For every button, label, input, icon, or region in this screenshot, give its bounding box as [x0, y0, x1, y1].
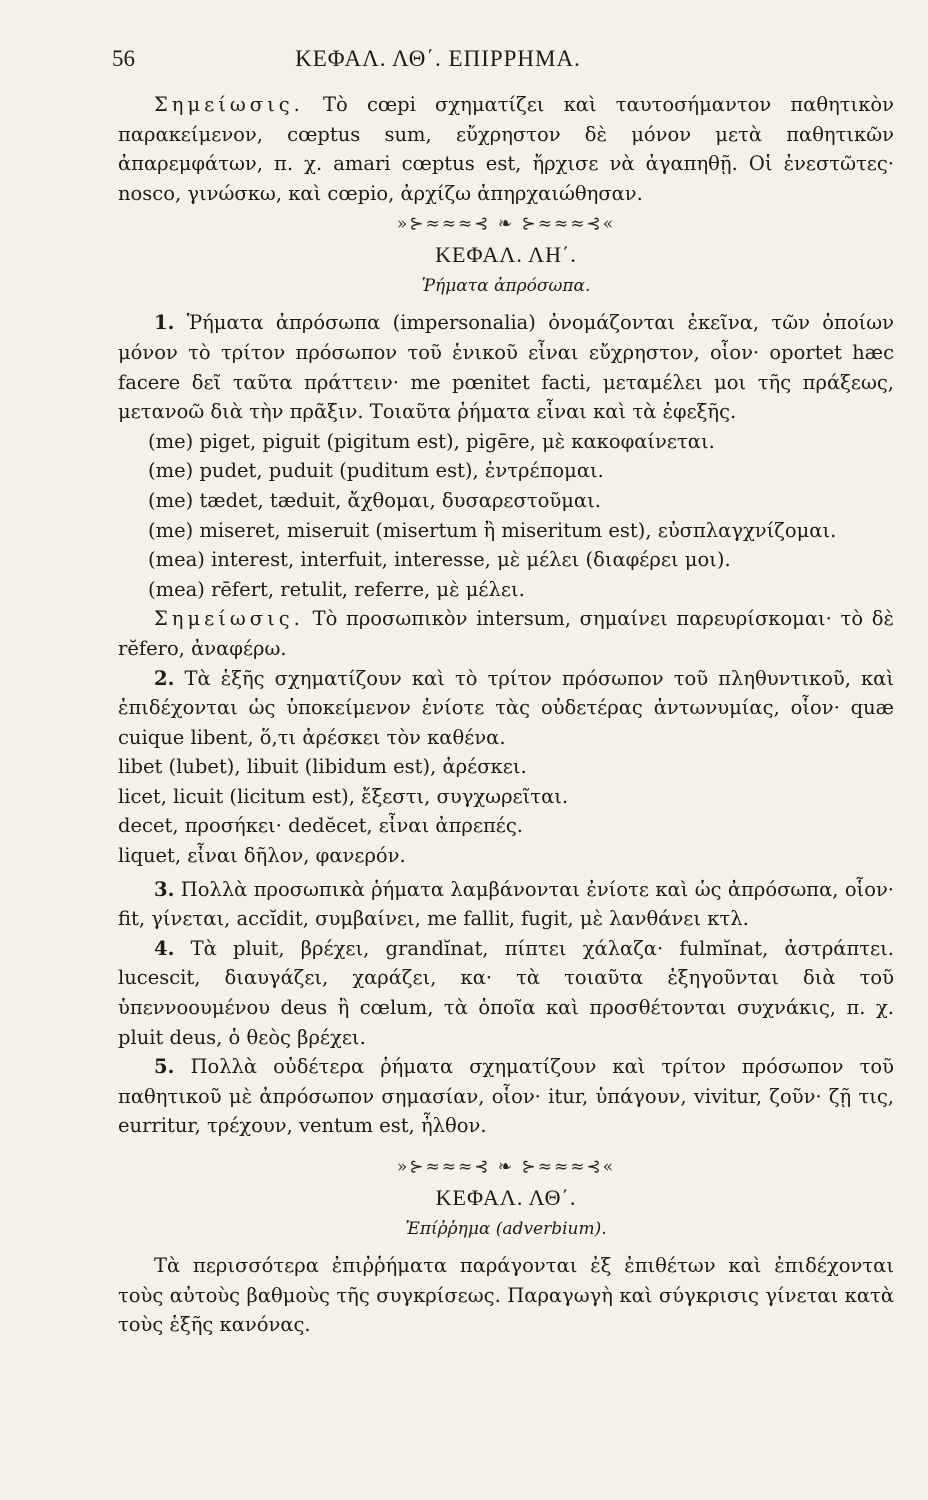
paragraph-number: 1. — [154, 311, 175, 335]
list-item-text: (me) miseret, miseruit (misertum ἢ miseritum est), εὐσπλαγχνίζομαι. — [148, 518, 837, 542]
numbered-paragraph — [118, 1052, 894, 1141]
list-item — [148, 456, 894, 486]
list-item-text: libet (lubet), libuit (libidum est), ἀρέσκει. — [118, 755, 527, 779]
note-text: Τὸ cœpi σχηματίζει καὶ ταυτοσήμαντον παθητικὸν παρακείμενον, cœptus sum, εὔχρηστον δὲ μόνον μετὰ παθητικῶν ἀπαρεμφάτων, π. χ. amari cœptus est, ἤρχισε νὰ ἀγαπηθῇ. Οἱ ἐνεστῶτες· nosco, γινώσκω, καὶ cœpio, ἀρχίζω ἀπηρχαιώθησαν. — [118, 93, 894, 205]
list-item-text: (mea) rēfert, retulit, referre, μὲ μέλει. — [148, 577, 525, 601]
page-number: 56 — [112, 46, 135, 71]
paragraph-number: 2. — [154, 666, 175, 690]
list-item — [148, 516, 894, 546]
running-title: ΚΕΦΑΛ. ΛΘ΄. ΕΠΙΡΡΗΜΑ. — [295, 46, 581, 71]
numbered-paragraph — [118, 934, 894, 1052]
list-item — [118, 811, 894, 841]
list-item — [148, 427, 894, 457]
paragraph-text: Τὰ ἑξῆς σχηματίζουν καὶ τὸ τρίτον πρόσωπον τοῦ πληθυντικοῦ, καὶ ἐπιδέχονται ὡς ὑποκείμενον ἐνίοτε τὰς οὐδετέρας ἀντωνυμίας, οἷον· quæ cuique libent, ὅ,τι ἀρέσκει τὸν καθένα. — [118, 666, 894, 749]
numbered-paragraph — [118, 875, 894, 934]
paragraph-text: Πολλὰ οὐδέτερα ῥήματα σχηματίζουν καὶ τρίτον πρόσωπον τοῦ παθητικοῦ μὲ ἀπρόσωπον σημασίαν, οἷον· itur, ὑπάγουν, vivitur, ζοῦν· ζῇ τις, eurritur, τρέχουν, ventum est, ἦλθον. — [118, 1055, 894, 1138]
list-item — [148, 545, 894, 575]
list-item-text: (me) pudet, puduit (puditum est), ἐντρέπομαι. — [148, 459, 604, 483]
ornament-divider: »⊱≈≈≈⊰ ❧ ⊱≈≈≈⊰« — [396, 214, 616, 235]
list-item-text: licet, licuit (licitum est), ἔξεστι, συγχωρεῖται. — [118, 784, 569, 808]
paragraph-number: 3. — [154, 877, 175, 901]
ornament-divider: »⊱≈≈≈⊰ ❧ ⊱≈≈≈⊰« — [396, 1157, 616, 1177]
list-item — [148, 575, 894, 605]
list-item — [148, 486, 894, 516]
numbered-paragraph — [118, 308, 894, 426]
list-item — [118, 841, 894, 871]
list-item-text: (me) piget, piguit (pigitum est), pigēre, μὲ κακοφαίνεται. — [148, 429, 715, 453]
verb-list — [118, 752, 894, 870]
list-item-text: (mea) interest, interfuit, interesse, μὲ μέλει (διαφέρει μοι). — [148, 548, 731, 572]
note-paragraph — [118, 604, 894, 663]
numbered-paragraph — [118, 664, 894, 753]
list-item — [118, 752, 894, 782]
paragraph-text: Πολλὰ προσωπικὰ ῥήματα λαμβάνονται ἐνίοτε καὶ ὡς ἀπρόσωπα, οἷον· fit, γίνεται, accĭdit, συμβαίνει, me fallit, fugit, μὲ λανθάνει κτλ. — [118, 877, 894, 931]
list-item-text: decet, προσήκει· dedĕcet, εἶναι ἀπρεπές. — [118, 814, 524, 838]
list-item-text: liquet, εἶναι δῆλον, φανερόν. — [118, 844, 406, 868]
note-label: Σημείωσις. — [154, 93, 304, 116]
verb-list — [118, 427, 894, 605]
chapter-heading: ΚΕΦΑΛ. ΛΘ΄. — [435, 1185, 577, 1210]
body-paragraph: Τὰ περισσότερα ἐπιῤῥήματα παράγονται ἐξ ἐπιθέτων καὶ ἐπιδέχονται τοὺς αὐτοὺς βαθμοὺς τῆς συγκρίσεως. Παραγωγὴ καὶ σύγκρισις γίνεται κατὰ τοὺς ἑξῆς κανόνας. — [118, 1254, 894, 1337]
running-header — [112, 46, 894, 72]
note-text: Τὸ προσωπικὸν intersum, σημαίνει παρευρίσκομαι· τὸ δὲ rĕfero, ἀναφέρω. — [118, 607, 894, 660]
chapter-subtitle: Ἐπίῤῥημα (adverbium). — [405, 1219, 607, 1239]
paragraph-number: 5. — [154, 1055, 175, 1079]
paragraph-text: Ῥήματα ἀπρόσωπα (impersonalia) ὀνομάζονται ἐκεῖνα, τῶν ὁποίων μόνον τὸ τρίτον πρόσωπον τοῦ ἑνικοῦ εἶναι εὔχρηστον, οἷον· oportet hæc facere δεῖ ταῦτα πράττειν· me pœnitet facti, μεταμέλει μοι τῆς πράξεως, μετανοῶ διὰ τὴν πρᾶξιν. Τοιαῦτα ῥήματα εἶναι καὶ τὰ ἐφεξῆς. — [118, 311, 894, 424]
chapter-heading: ΚΕΦΑΛ. ΛΗ΄. — [435, 242, 577, 268]
list-item-text: (me) tædet, tæduit, ἄχθομαι, δυσαρεστοῦμαι. — [148, 488, 601, 512]
chapter-subtitle: Ῥήματα ἀπρόσωπα. — [421, 276, 591, 297]
paragraph-text: Τὰ pluit, βρέχει, grandĭnat, πίπτει χάλαζα· fulmĭnat, ἀστράπτει. lucescit, διαυγάζει, χαράζει, κα· τὰ τοιαῦτα ἐξηγοῦνται διὰ τοῦ ὑπεννοουμένου deus ἢ cœlum, τὰ ὁποῖα καὶ προσθέτονται συχνάκις, π. χ. pluit deus, ὁ θεὸς βρέχει. — [118, 936, 894, 1049]
paragraph-number: 4. — [154, 936, 175, 960]
note-paragraph — [118, 90, 894, 208]
list-item — [118, 782, 894, 812]
note-label: Σημείωσις. — [154, 607, 304, 631]
